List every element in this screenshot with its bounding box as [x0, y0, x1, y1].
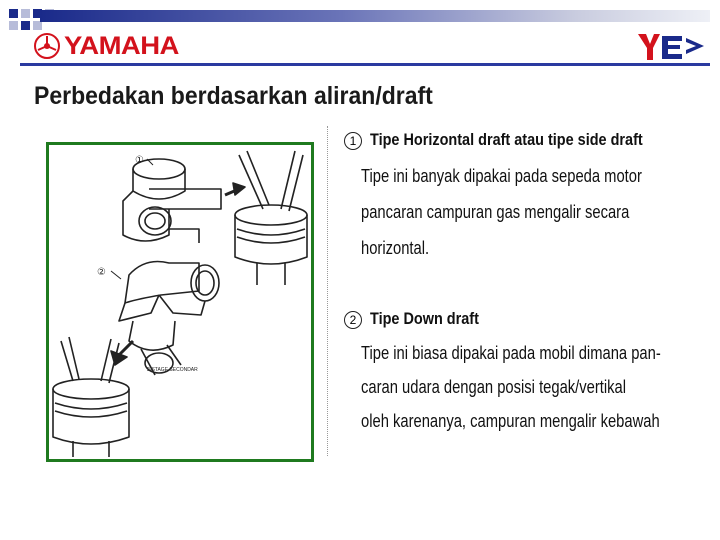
- header-rule: [20, 63, 710, 66]
- yamaha-logo: [34, 31, 179, 60]
- item-1-line-1: Tipe ini banyak dipakai pada sepeda motor: [361, 166, 642, 186]
- item-number-2: 2: [344, 311, 362, 329]
- yamaha-wordmark: YAMAHA: [64, 31, 179, 60]
- item-2-line-1: Tipe ini biasa dipakai pada mobil dimana pan-: [361, 343, 661, 363]
- item-heading-1: Tipe Horizontal draft atau tipe side draft: [370, 130, 643, 149]
- item-2-line-3: oleh karenanya, campuran mengalir kebawah: [361, 411, 660, 431]
- item-1-line-3: horizontal.: [361, 238, 430, 258]
- column-divider: [327, 126, 328, 456]
- carburetor-figure: [46, 142, 314, 462]
- figure-caption: 2-STAGE SECONDAR: [147, 367, 198, 373]
- item-1-line-2: pancaran campuran gas mengalir secara: [361, 202, 630, 222]
- item-heading-2: Tipe Down draft: [370, 309, 479, 328]
- top-gradient-bar: [40, 10, 710, 22]
- page-title: Perbedakan berdasarkan aliran/draft: [34, 82, 433, 110]
- item-number-1: 1: [344, 132, 362, 150]
- tuning-fork-emblem-icon: [34, 33, 60, 59]
- item-2-line-2: caran udara dengan posisi tegak/vertikal: [361, 377, 627, 397]
- item-down-draft: [344, 309, 498, 329]
- figure-label-2: ②: [97, 267, 106, 278]
- item-horizontal-draft: [344, 130, 691, 150]
- carburetor-drawing: [49, 145, 311, 459]
- figure-label-1: ①: [135, 155, 144, 166]
- yes-logo-icon: [636, 32, 706, 62]
